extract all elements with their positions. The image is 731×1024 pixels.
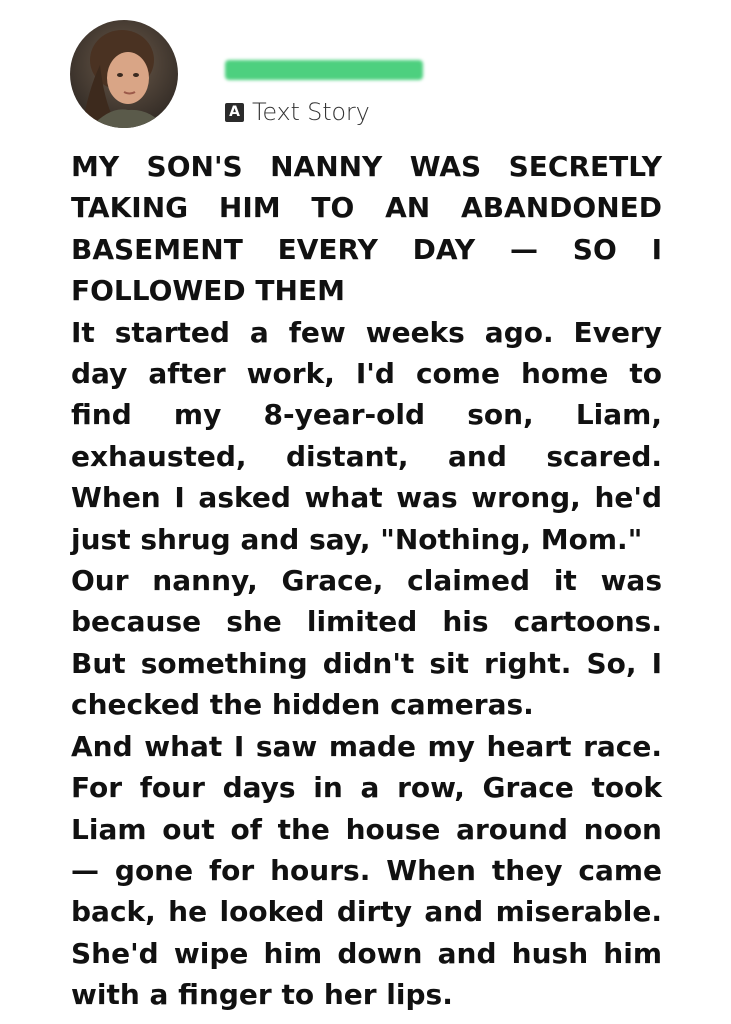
source-line [225, 98, 370, 126]
letter-a-icon: A [225, 103, 244, 122]
story-paragraph-2: Our nanny, Grace, claimed it was because she limited his cartoons. But something didn't sit right. So, I checked the hidden cameras. [71, 564, 662, 722]
source-label: Text Story [252, 98, 370, 126]
author-name-redacted [225, 60, 423, 80]
story-paragraph-3: And what I saw made my heart race. For four days in a row, Grace took Liam out of the house around noon — gone for hours. When they came back, he looked dirty and miserable. She'd wipe him down and hush him with a finger to her lips. [71, 729, 662, 1012]
avatar[interactable] [70, 20, 178, 128]
post-header [70, 20, 670, 130]
story-body [71, 146, 662, 1016]
profile-photo-icon [70, 20, 178, 128]
story-title: MY SON'S NANNY WAS SECRETLY TAKING HIM TO AN ABANDONED BASEMENT EVERY DAY — SO I FOLLOWED THEM [71, 150, 662, 308]
story-paragraph-1: It started a few weeks ago. Every day after work, I'd come home to find my 8-year-old son, Liam, exhausted, distant, and scared. When I asked what was wrong, he'd just shrug and say, "Nothing, Mom." [71, 315, 662, 556]
